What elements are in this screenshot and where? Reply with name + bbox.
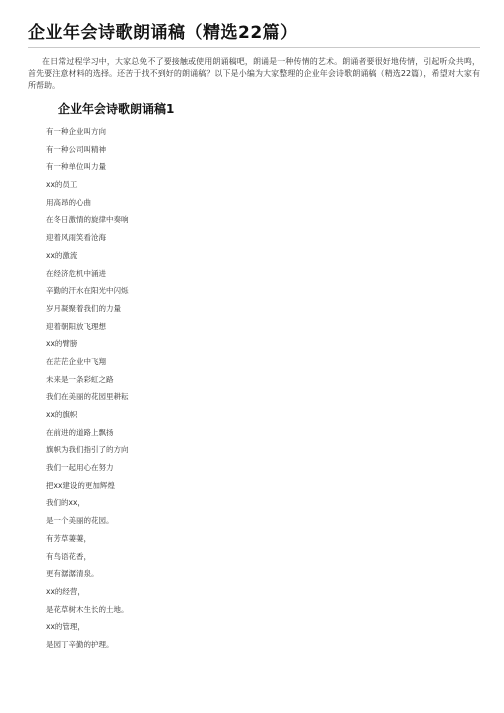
poem-line: 有一种企业叫方向 [46,127,106,136]
poem-line: 岁月凝聚着我们的力量 [46,303,121,313]
poem-line: 把xx建设的更加辉煌 [46,480,115,490]
poem-line: 迎着风雨笑看沧海 [46,233,106,243]
poem-line: xx的管理， [46,622,85,632]
poem-line: 是一个美丽的花园。 [46,516,114,526]
poem-line: 旗帜为我们指引了的方向 [46,445,129,455]
intro-paragraph: 在日常过程学习中，大家总免不了要接触或使用朗诵稿吧，朗诵是一种传情的艺术。朗诵者要很好地传情，引起听众共鸣，首先要注意材料的选择。还苦于找不到好的朗诵稿？以下是小编为大家整理的企业年会诗歌朗诵稿（精选22篇），希望对大家有所帮助。 [28,57,480,90]
poem-line: 辛勤的汗水在阳光中闪烁 [46,286,129,296]
poem-line: 有鸟语花香， [46,551,91,561]
poem-line: xx的臂膀 [46,339,78,349]
poem-lines [46,123,129,654]
poem-line: xx的旗帜 [46,410,78,419]
poem-line: xx的经营， [46,586,85,596]
poem-line: 用高昂的心曲 [46,197,91,207]
poem-line: xx的激流 [46,250,78,260]
title-divider [28,47,480,48]
document-title: 企业年会诗歌朗诵稿（精选22篇） [28,23,298,43]
poem-line: 未来是一条彩虹之路 [46,374,114,384]
poem-line: 有一种公司叫精神 [46,144,106,154]
poem-line: 我们一起用心在努力 [46,463,114,473]
poem-line: 在冬日激情的旋律中奏响 [46,215,129,225]
poem-line: 迎着朝阳放飞理想 [46,321,106,331]
poem-line: 是花草树木生长的土地。 [46,604,129,614]
poem-line: 更有潺潺清泉。 [46,569,99,579]
poem-line: 在前进的道路上飘扬 [46,427,114,437]
poem-line: 我们的xx， [46,498,85,508]
poem-line: xx的员工 [46,180,78,190]
poem-line: 是园丁辛勤的护理。 [46,639,114,649]
poem-line: 我们在美丽的花园里耕耘 [46,392,129,402]
poem-line: 有一种单位叫力量 [46,162,106,172]
poem-line: 有芳草萋萋， [46,533,91,543]
poem-line: 在经济危机中涌进 [46,268,106,278]
section-heading: 企业年会诗歌朗诵稿1 [58,102,175,116]
poem-line: 在茫茫企业中飞翔 [46,356,106,366]
